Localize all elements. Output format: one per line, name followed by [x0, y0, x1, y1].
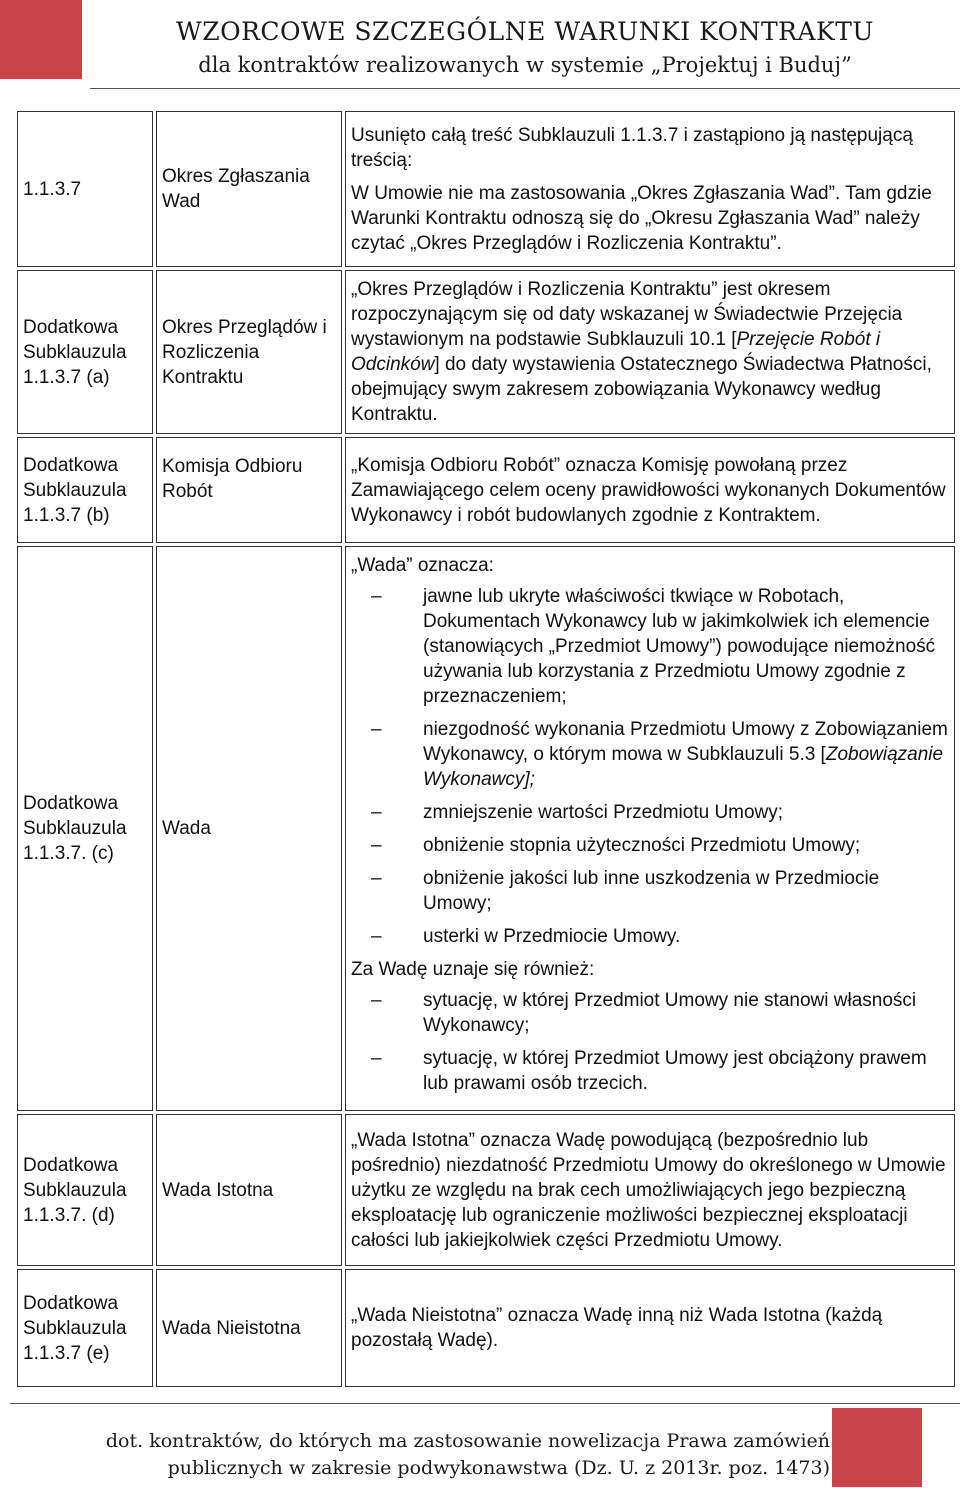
list-item: [351, 1046, 949, 1096]
dash-bullet-icon: –: [371, 926, 382, 947]
defect-list: [351, 584, 949, 949]
clause-number: 1.1.3.7: [17, 111, 153, 267]
dash-bullet-icon: –: [371, 719, 382, 740]
clause-term: Wada Istotna: [156, 1114, 342, 1266]
clause-term: Wada Nieistotna: [156, 1269, 342, 1387]
clause-number: Dodatkowa Subklauzula 1.1.3.7 (b): [17, 437, 153, 543]
list-item-text: jawne lub ukryte właściwości tkwiące w Robotach, Dokumentach Wykonawcy lub w jakimkolwiek ich elemencie (stanowiących „Przedmiot Umowy”) powodujące niemożność używania lub korzystania z Przedmiotu Umowy zgodnie z przeznaczeniem;: [423, 586, 936, 707]
clause-definition: [345, 1114, 955, 1266]
clause-term: Wada: [156, 546, 342, 1111]
header-title: WZORCOWE SZCZEGÓLNE WARUNKI KONTRAKTU: [176, 17, 874, 46]
table-row: [17, 437, 955, 543]
dash-bullet-icon: –: [371, 990, 382, 1011]
table-row: [17, 270, 955, 434]
list-item-text: sytuację, w której Przedmiot Umowy jest obciążony prawem lub prawami osób trzecich.: [423, 1048, 927, 1094]
dash-bullet-icon: –: [371, 868, 382, 889]
definition-text: [351, 277, 949, 427]
definition-text: „Komisja Odbioru Robót” oznacza Komisję powołaną przez Zamawiającego celem oceny prawidłowości wykonanych Dokumentów Wykonawcy i robót budowlanych zgodnie z Kontraktem.: [351, 454, 946, 526]
definition-text-part: „Okres Przeglądów i Rozliczenia Kontraktu” jest okresem rozpoczynającym się od daty wskazanej w Świadectwie Przejęcia wystawionym na podstawie Subklauzuli 10.1 [: [351, 279, 903, 350]
defect-list-extra: [351, 988, 949, 1096]
header-subtitle: dla kontraktów realizowanych w systemie „Projektuj i Buduj”: [198, 53, 852, 77]
header-accent-block: [0, 0, 82, 79]
table-row: [17, 546, 955, 1111]
list-item-text: zmniejszenie wartości Przedmiotu Umowy;: [423, 802, 784, 823]
table-row: [17, 1114, 955, 1266]
clause-definition: [345, 546, 955, 1111]
list-item: [351, 717, 949, 792]
clause-definition: [345, 270, 955, 434]
clause-number: Dodatkowa Subklauzula 1.1.3.7. (c): [17, 546, 153, 1111]
clause-definition: [345, 437, 955, 543]
footer-line-2: publicznych w zakresie podwykonawstwa (Dz. U. z 2013r. poz. 1473): [167, 1457, 830, 1479]
definition-reference: Przejęcie Robót i Odcinków: [351, 329, 881, 375]
dash-bullet-icon: –: [371, 802, 382, 823]
list-item: [351, 584, 949, 709]
document-footer: [60, 1428, 830, 1482]
footer-divider: [10, 1403, 960, 1404]
definition-text-part: ] do daty wystawienia Ostatecznego Świadectwa Płatności, obejmujący swym zakresem zobowiązania Wykonawcy według Kontraktu.: [351, 354, 932, 425]
list-item: [351, 924, 949, 949]
table-row: [17, 111, 955, 267]
list-item-text-tail: ];: [524, 769, 535, 790]
definition-text: „Wada Nieistotna” oznacza Wadę inną niż Wada Istotna (każdą pozostałą Wadę).: [351, 1305, 883, 1351]
definition-lead: „Wada” oznacza:: [351, 555, 494, 576]
header-divider: [90, 88, 960, 89]
clause-term: Okres Przeglądów i Rozliczenia Kontraktu: [156, 270, 342, 434]
clause-term: Okres Zgłaszania Wad: [156, 111, 342, 267]
clauses-table: [14, 108, 958, 1390]
table-row: [17, 1269, 955, 1387]
clause-number: Dodatkowa Subklauzula 1.1.3.7. (d): [17, 1114, 153, 1266]
definition-text: „Wada Istotna” oznacza Wadę powodującą (bezpośrednio lub pośrednio) niezdatność Przedmiotu Umowy do określonego w Umowie użytku ze względu na brak cech umożliwiających jego bezpieczną eksploatację lub ograniczenie możliwości bezpiecznej eksploatacji całości lub jakiejkolwiek części Przedmiotu Umowy.: [351, 1129, 946, 1251]
list-item-text: obniżenie stopnia użyteczności Przedmiotu Umowy;: [423, 835, 861, 856]
dash-bullet-icon: –: [371, 586, 382, 607]
footer-accent-block: [832, 1408, 922, 1487]
document-header: [90, 14, 960, 80]
clause-definition: [345, 1269, 955, 1387]
list-item: [351, 866, 949, 916]
list-item: [351, 800, 949, 825]
dash-bullet-icon: –: [371, 835, 382, 856]
list-item-reference: Zobowiązanie Wykonawcy: [423, 744, 944, 790]
list-item-text: niezgodność wykonania Przedmiotu Umowy z Zobowiązaniem Wykonawcy, o którym mowa w Subklauzuli 5.3 [: [423, 719, 948, 765]
clause-term: Komisja Odbioru Robót: [156, 437, 342, 543]
definition-intro: Usunięto całą treść Subklauzuli 1.1.3.7 i zastąpiono ją następującą treścią:: [351, 124, 913, 171]
clause-number: Dodatkowa Subklauzula 1.1.3.7 (e): [17, 1269, 153, 1387]
list-item-text: obniżenie jakości lub inne uszkodzenia w Przedmiocie Umowy;: [423, 868, 880, 914]
dash-bullet-icon: –: [371, 1048, 382, 1069]
footer-line-1: dot. kontraktów, do których ma zastosowanie nowelizacja Prawa zamówień: [105, 1430, 830, 1452]
definition-lead: Za Wadę uznaje się również:: [351, 959, 595, 980]
list-item-text: sytuację, w której Przedmiot Umowy nie stanowi własności Wykonawcy;: [423, 990, 917, 1036]
clause-definition: [345, 111, 955, 267]
clause-number: Dodatkowa Subklauzula 1.1.3.7 (a): [17, 270, 153, 434]
list-item-text: usterki w Przedmiocie Umowy.: [423, 926, 681, 947]
list-item: [351, 833, 949, 858]
definition-text: W Umowie nie ma zastosowania „Okres Zgłaszania Wad”. Tam gdzie Warunki Kontraktu odnoszą się do „Okresu Zgłaszania Wad” należy czytać „Okres Przeglądów i Rozliczenia Kontraktu”.: [351, 182, 932, 254]
list-item: [351, 988, 949, 1038]
